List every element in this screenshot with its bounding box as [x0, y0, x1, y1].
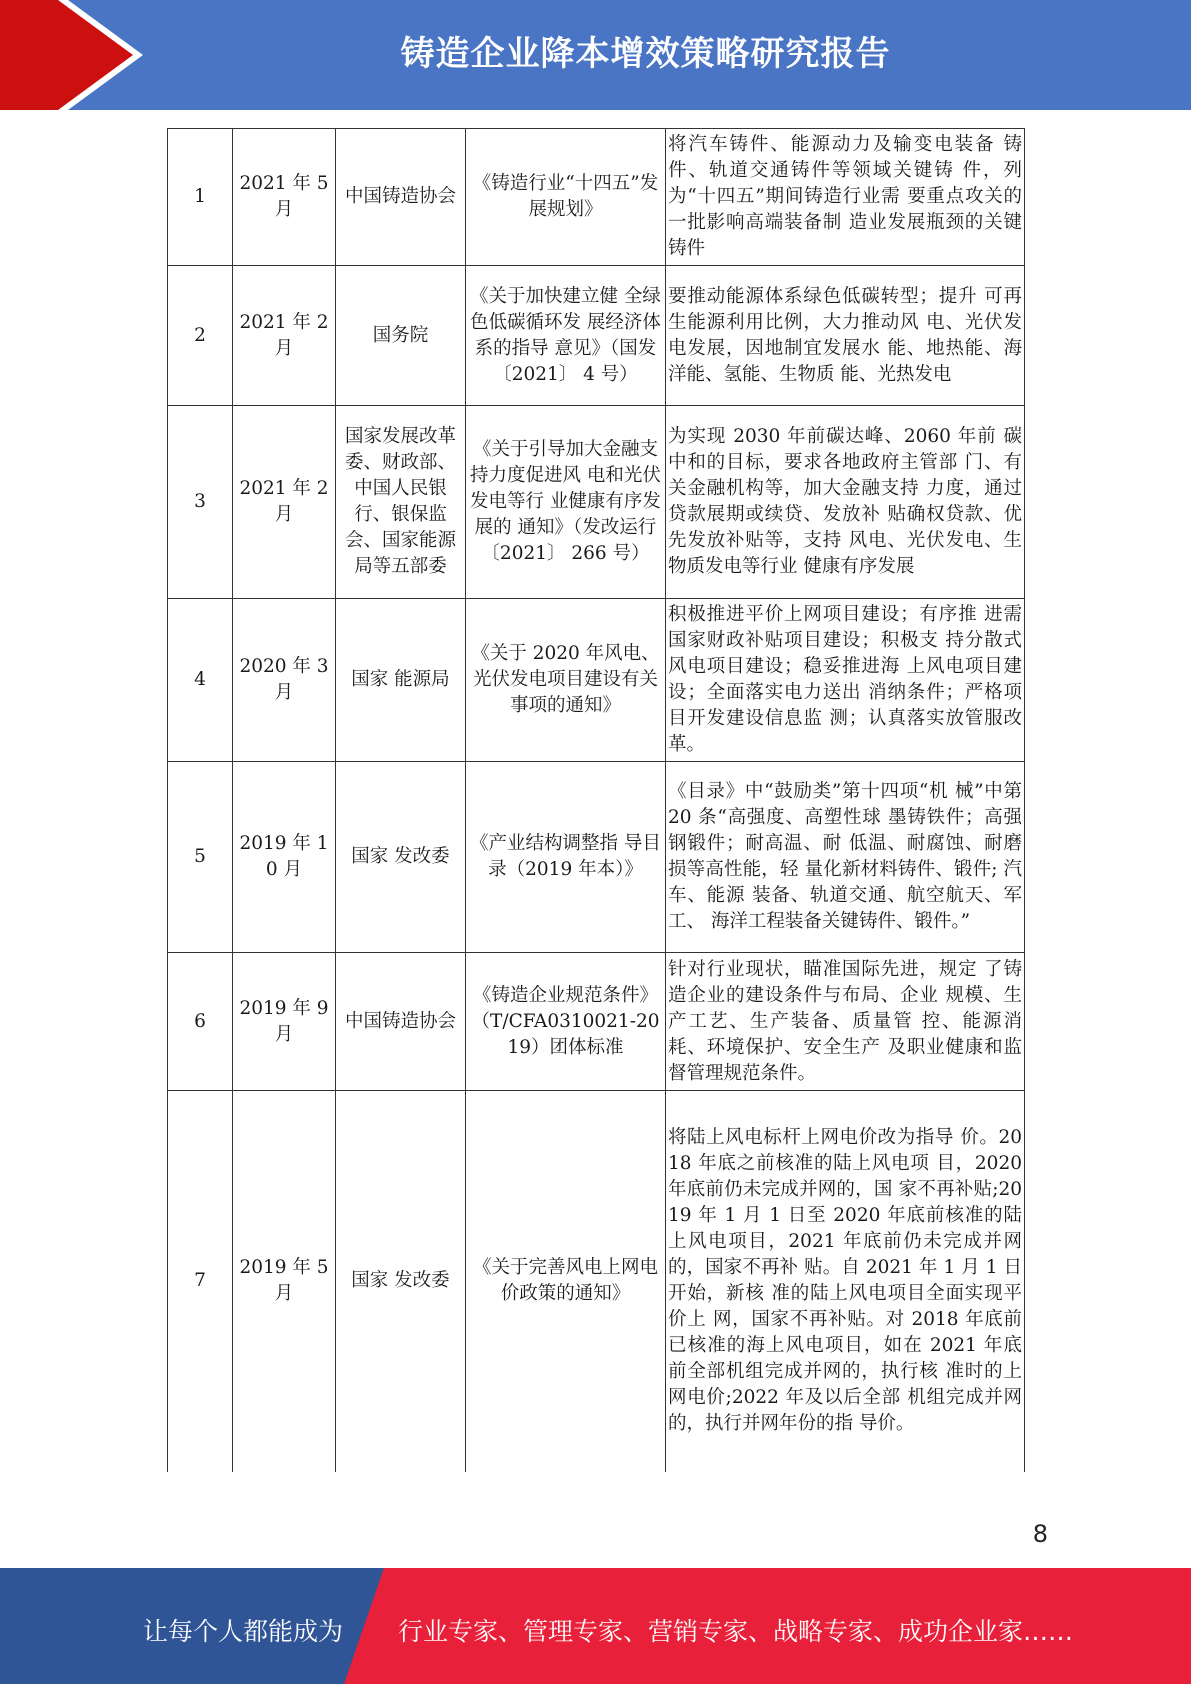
row-content: 为实现 2030 年前碳达峰、2060 年前 碳中和的目标，要求各地政府主管部 门、有关金融机构等，加大金融支持 力度，通过贷款展期或续贷、发放补 贴确权贷款、优先发放补贴等，支持 风电、光伏发电、生物质发电等行业 健康有序发展 — [666, 406, 1025, 599]
row-date: 2019 年 9 月 — [233, 953, 336, 1091]
row-issuer: 国家 能源局 — [336, 599, 466, 762]
row-number: 6 — [168, 953, 233, 1091]
row-content: 将陆上风电标杆上网电价改为指导 价。2018 年底之前核准的陆上风电项 目，2020 年底前仍未完成并网的，国 家不再补贴;2019 年 1 月 1 日至 2020 年底前核准的陆上风电项目，2021 年底前仍未完成并网的，国家不再补 贴。自 2021 年 1 月 1 日开始，新核 准的陆上风电项目全面实现平价上 网，国家不再补贴。对 2018 年底前 已核准的海上风电项目，如在 2021 年底前全部机组完成并网的，执行核 准时的上网电价;2022 年及以后全部 机组完成并网的，执行并网年份的指 导价。 — [666, 1091, 1025, 1472]
row-document: 《产业结构调整指 导目录（2019 年本）》 — [466, 762, 666, 953]
row-date: 2019 年 10 月 — [233, 762, 336, 953]
row-document: 《关于加快建立健 全绿色低碳循环发 展经济体系的指导 意见》（国发〔2021〕 4 号） — [466, 266, 666, 406]
row-issuer: 国家 发改委 — [336, 1091, 466, 1472]
row-content: 《目录》中“鼓励类”第十四项“机 械”中第 20 条“高强度、高塑性球 墨铸铁件；高强钢锻件；耐高温、耐 低温、耐腐蚀、耐磨损等高性能，轻 量化新材料铸件、锻件; 汽车、能源 装备、轨道交通、航空航天、军工、 海洋工程装备关键铸件、锻件。” — [666, 762, 1025, 953]
row-date: 2021 年 5 月 — [233, 129, 336, 266]
row-content: 针对行业现状，瞄准国际先进，规定 了铸造企业的建设条件与布局、企业 规模、生产工艺、生产装备、质量管 控、能源消耗、环境保护、安全生产 及职业健康和监督管理规范条件。 — [666, 953, 1025, 1091]
row-content: 积极推进平价上网项目建设；有序推 进需国家财政补贴项目建设；积极支 持分散式风电项目建设；稳妥推进海 上风电项目建设；全面落实电力送出 消纳条件；严格项目开发建设信息监 测；认真落实放管服改革。 — [666, 599, 1025, 762]
header-arrow-icon — [0, 0, 150, 110]
row-date: 2020 年 3 月 — [233, 599, 336, 762]
table-row — [168, 406, 1025, 599]
table-row — [168, 762, 1025, 953]
page-footer — [0, 1568, 1191, 1684]
row-number: 7 — [168, 1091, 233, 1472]
row-number: 1 — [168, 129, 233, 266]
table-row — [168, 953, 1025, 1091]
row-document: 《铸造企业规范条件》（T/CFA0310021-2019）团体标准 — [466, 953, 666, 1091]
row-number: 2 — [168, 266, 233, 406]
row-document: 《铸造行业“十四五”发展规划》 — [466, 129, 666, 266]
row-document: 《关于引导加大金融支持力度促进风 电和光伏发电等行 业健康有序发展的 通知》（发改运行〔2021〕 266 号） — [466, 406, 666, 599]
row-date: 2021 年 2 月 — [233, 266, 336, 406]
table-row — [168, 599, 1025, 762]
row-number: 3 — [168, 406, 233, 599]
row-number: 5 — [168, 762, 233, 953]
row-document: 《关于 2020 年风电、光伏发电项目建设有关事项的通知》 — [466, 599, 666, 762]
row-issuer: 国家发展改革委、财政部、中国人民银行、银保监会、国家能源局等五部委 — [336, 406, 466, 599]
page-number: 8 — [1032, 1520, 1048, 1548]
footer-slogan-left: 让每个人都能成为 — [143, 1617, 344, 1646]
row-document: 《关于完善风电上网电价政策的通知》 — [466, 1091, 666, 1472]
row-issuer: 国务院 — [336, 266, 466, 406]
row-date: 2019 年 5 月 — [233, 1091, 336, 1472]
row-content: 要推动能源体系绿色低碳转型；提升 可再生能源利用比例，大力推动风 电、光伏发电发展，因地制宜发展水 能、地热能、海洋能、氢能、生物质 能、光热发电 — [666, 266, 1025, 406]
row-content: 将汽车铸件、能源动力及输变电装备 铸件、轨道交通铸件等领域关键铸 件，列为“十四五”期间铸造行业需 要重点攻关的一批影响高端装备制 造业发展瓶颈的关键铸件 — [666, 129, 1025, 266]
table-row — [168, 1091, 1025, 1472]
row-issuer: 国家 发改委 — [336, 762, 466, 953]
table-row — [168, 266, 1025, 406]
row-issuer: 中国铸造协会 — [336, 953, 466, 1091]
row-date: 2021 年 2 月 — [233, 406, 336, 599]
footer-slogan-right: 行业专家、管理专家、营销专家、战略专家、成功企业家…… — [398, 1617, 1074, 1646]
policy-table — [167, 128, 1025, 1472]
page-header — [0, 0, 1191, 110]
row-issuer: 中国铸造协会 — [336, 129, 466, 266]
report-title: 铸造企业降本增效策略研究报告 — [400, 34, 891, 74]
row-number: 4 — [168, 599, 233, 762]
table-row — [168, 129, 1025, 266]
